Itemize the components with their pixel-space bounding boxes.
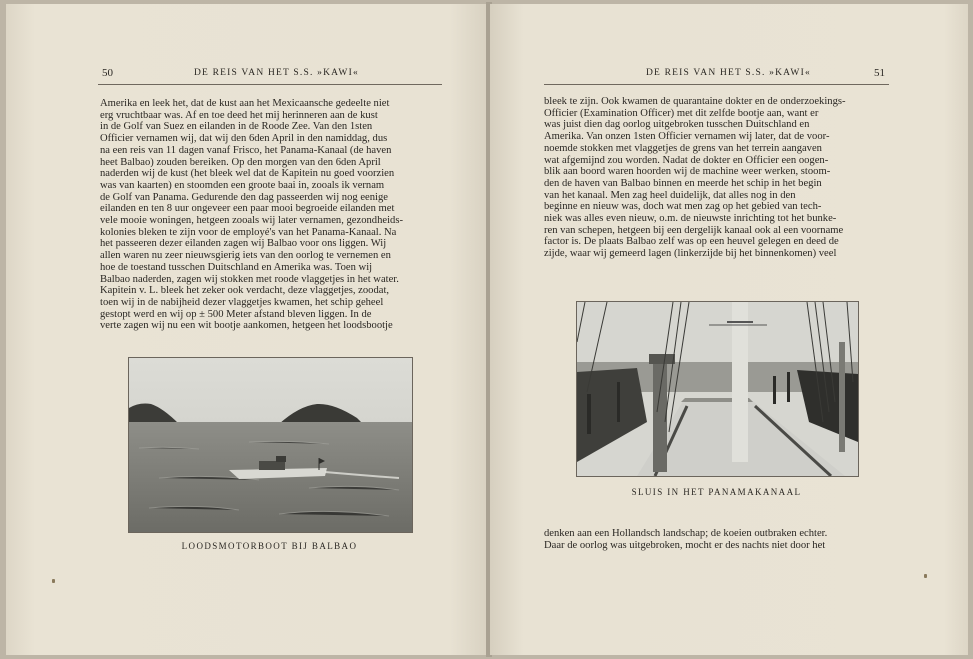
text-line: het passeeren dezer eilanden zagen wij Balbao voor ons liggen. Wij [100,238,387,250]
text-line: den de haven van Balbao binnen en meerde het schip in het begin [544,177,822,189]
text-line: Balbao naderden, zagen wij stokken met roode vlaggetjes in het water. [100,273,399,285]
body-text-continued [544,528,889,551]
text-line: hoe de toestand tusschen Duitschland en Amerika was. Toen wij [100,261,373,273]
text-line: verte zagen wij nu een wit bootje aankomen, hetgeen het loodsbootje [100,320,393,332]
text-line: niek was alles even nieuw, o.m. de nieuwste inrichting tot het bunke- [544,213,837,225]
text-line: kolonies bleken te zijn voor de employé's van het Panama-Kanaal. Na [100,226,397,238]
photo-canal-lock [576,301,859,477]
text-line: beginne en nieuw was, doch wat men zag op het gebied van tech- [544,201,822,213]
body-text [544,96,889,260]
running-head: DE REIS VAN HET S.S. »KAWI« [194,68,359,78]
paper-speck [52,579,55,583]
text-line: blik aan boord waren hoorden wij de machine weer werken, stoom- [544,166,831,178]
text-line: de Golf van Panama. Gedurende den dag passeerden wij nog eenige [100,191,388,203]
text-line: noemde stokken met vlaggetjes de grens van het terrein aangaven [544,142,822,154]
text-line: was juist dien dag oorlog uitgebroken tusschen Duitschland en [544,119,810,131]
paper-speck [924,574,927,578]
page-number: 50 [102,67,113,79]
text-line: ren van schepen, hetgeen bij een dergelijk kanaal ook al een voorname [544,224,844,236]
canal-lock-image [577,302,858,476]
left-page [6,4,488,655]
text-line: vele mooie woningen, hetgeen zooals wij later vernamen, gezondheids- [100,215,403,227]
text-line: was van kaarten) en stoomden een groote baai in, zooals ik vernam [100,179,385,191]
text-line: toen wij in de nabijheid dezer vlaggetjes kwamen, het schip geheel [100,296,384,308]
text-line: zijde, waar wij gemeerd lagen (linkerzijde bij het binnenkomen) veel [544,248,837,260]
running-head: DE REIS VAN HET S.S. »KAWI« [646,68,811,78]
text-line: wat afgemijnd zou worden. Nadat de dokter en Officier een oogen- [544,154,829,166]
photo-caption: LOODSMOTORBOOT BIJ BALBAO [181,541,358,551]
page-number: 51 [874,67,885,79]
text-line: Daar de oorlog was uitgebroken, mocht er des nachts niet door het [544,539,826,551]
right-page [490,4,968,655]
text-line: Officier (Examination Officer) met dit zelfde bootje aan, want er [544,107,819,119]
photo-pilot-boat [128,357,413,533]
text-line: heet Balbao) zouden bereiken. Op den morgen van den 6den April [100,156,381,168]
text-line: gestopt werd en wij op ± 500 Meter afstand bleven liggen. In de [100,308,372,320]
photo-caption: SLUIS IN HET PANAMAKANAAL [631,487,802,497]
text-line: erg vruchtbaar was. Af en toe deed het mij herinneren aan de kust [100,109,378,121]
text-line: factor is. De plaats Balbao zelf was op een heuvel gelegen en deed de [544,236,839,248]
text-line: in de Golf van Suez en eilanden in de Roode Zee. Van den 1sten [100,121,373,133]
text-line: bleek te zijn. Ook kwamen de quarantaine dokter en de onderzoekings- [544,96,846,107]
text-line: van het kanaal. Men zag heel duidelijk, dat alles nog in den [544,189,796,201]
text-line: eilanden en ten 8 uur ongeveer een paar mooi begroeide eilanden met [100,203,395,215]
text-line: Amerika. Van onzen 1sten Officier vernamen wij later, dat de voor- [544,131,830,143]
text-line: Officier vernamen wij, dat wij den 6den April in den namiddag, dus [100,133,388,145]
text-line: naderden wij de kust (het bleek wel dat de Kapitein nu goed voorzien [100,168,395,180]
pilot-boat-image [129,358,412,532]
text-line: denken aan een Hollandsch landschap; de koeien outbraken echter. [544,528,828,539]
header-rule [544,84,889,85]
header-rule [98,84,442,85]
text-line: na een reis van 11 dagen vanaf Frisco, het Panama-Kanaal (de haven [100,144,392,156]
text-line: Kapitein v. L. bleek het zeker ook verdacht, deze vlaggetjes, zoodat, [100,285,390,297]
text-line: Amerika en leek het, dat de kust aan het Mexicaansche gedeelte niet [100,98,390,109]
text-line: allen waren nu zeer nieuwsgierig iets van den oorlog te vernemen en [100,250,391,262]
body-text [100,98,445,332]
